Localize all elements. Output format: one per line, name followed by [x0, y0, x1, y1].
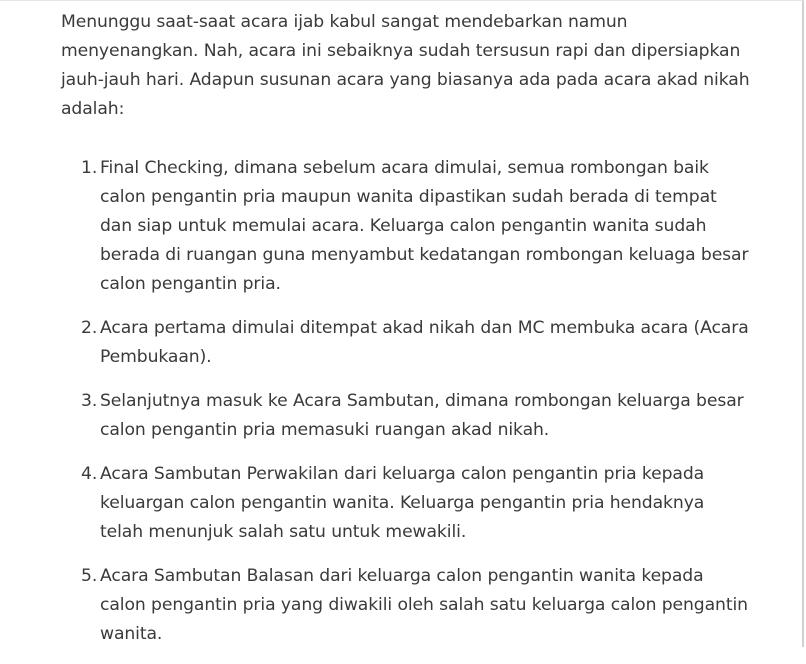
list-item-number: 5.	[81, 566, 98, 586]
list-item-number: 1.	[81, 158, 98, 178]
list-item	[61, 387, 751, 445]
intro-paragraph: Menunggu saat-saat acara ijab kabul sangat mendebarkan namun menyenangkan. Nah, acara ini sebaiknya sudah tersusun rapi dan dipersiapkan jauh-jauh hari. Adapun susunan acara yang biasanya ada pada acara akad nikah adalah:	[61, 12, 750, 119]
event-steps-list	[61, 154, 751, 649]
list-item	[61, 562, 751, 649]
list-item-text: Selanjutnya masuk ke Acara Sambutan, dimana rombongan keluarga besar calon pengantin pria memasuki ruangan akad nikah.	[100, 391, 744, 440]
list-item-text: Acara pertama dimulai ditempat akad nikah dan MC membuka acara (Acara Pembukaan).	[100, 318, 749, 367]
list-item	[61, 314, 751, 372]
list-item-text: Final Checking, dimana sebelum acara dimulai, semua rombongan baik calon pengantin pria maupun wanita dipastikan sudah berada di tempat dan siap untuk memulai acara. Keluarga calon pengantin wanita sudah berada di ruangan guna menyambut kedatangan rombongan keluaga besar calon pengantin pria.	[100, 158, 749, 294]
list-item-text: Acara Sambutan Balasan dari keluarga calon pengantin wanita kepada calon pengantin pria yang diwakili oleh salah satu keluarga calon pengantin wanita.	[100, 566, 748, 644]
list-item	[61, 154, 751, 299]
list-item-text: Acara Sambutan Perwakilan dari keluarga calon pengantin pria kepada keluargan calon pengantin wanita. Keluarga pengantin pria hendaknya telah menunjuk salah satu untuk mewakili.	[100, 464, 705, 542]
list-item	[61, 460, 751, 547]
list-item-number: 4.	[81, 464, 98, 484]
list-item-number: 2.	[81, 318, 98, 338]
article-body	[61, 8, 751, 664]
list-item-number: 3.	[81, 391, 98, 411]
